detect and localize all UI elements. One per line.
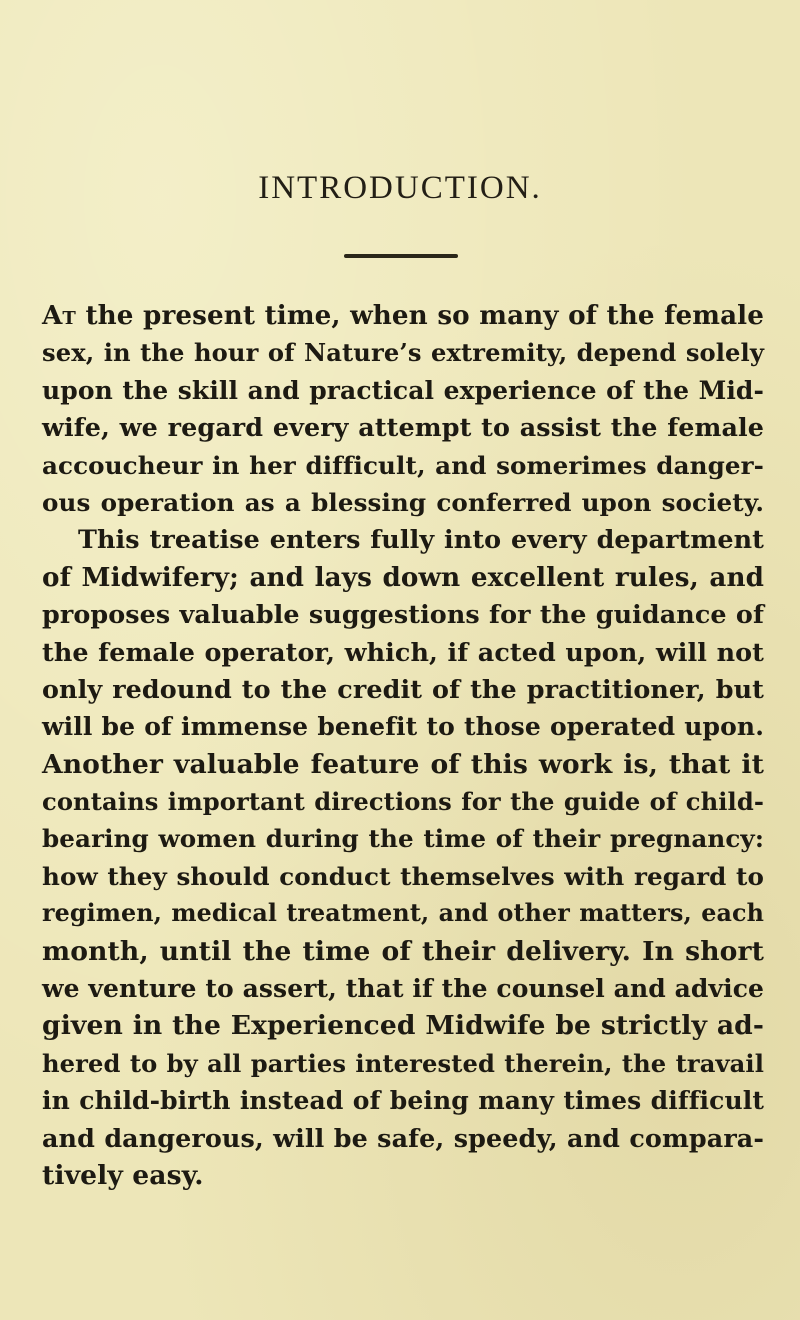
text-line: month, until the time of their delivery. In short <box>42 935 764 967</box>
text-line: the female operator, which, if acted upon, will not <box>42 636 764 667</box>
text-line: wife, we regard every attempt to assist the female <box>42 412 764 443</box>
text-line: tively easy. <box>42 1159 204 1191</box>
text-line: we venture to assert, that if the counsel and advice <box>42 974 765 1004</box>
text-line: only redound to the credit of the practitioner, but <box>42 673 764 704</box>
text-line: This treatise enters fully into every department <box>78 524 764 555</box>
text-line: proposes valuable suggestions for the guidance of <box>42 599 764 630</box>
text-line: accoucheur in her difficult, and somerimes danger- <box>42 450 764 480</box>
text-line: contains important directions for the guide of child- <box>42 787 764 817</box>
title-rule <box>344 254 458 258</box>
text-line: Another valuable feature of this work is, that it <box>42 748 764 780</box>
page-title: INTRODUCTION. <box>258 170 542 206</box>
text-line: regimen, medical treatment, and other matters, each <box>42 899 764 928</box>
text-line: hered to by all parties interested therein, the travail <box>42 1048 764 1078</box>
text-line: will be of immense benefit to those operated upon. <box>42 712 764 742</box>
text-line: ous operation as a blessing conferred upon society. <box>42 487 764 517</box>
text-line: of Midwifery; and lays down excellent rules, and <box>42 561 764 593</box>
text-line: sex, in the hour of Nature’s extremity, depend solely <box>42 338 764 368</box>
text-line: in child-birth instead of being many times difficult <box>42 1086 764 1116</box>
text-line: At the present time, when so many of the female <box>42 300 764 331</box>
text-line: how they should conduct themselves with regard to <box>42 861 764 891</box>
lead-word: At <box>42 300 76 331</box>
text-line: given in the Experienced Midwife be strictly ad- <box>42 1010 764 1042</box>
text-line: upon the skill and practical experience of the Mid- <box>42 375 764 405</box>
text-line: bearing women during the time of their pregnancy: <box>42 824 764 854</box>
text-line: and dangerous, will be safe, speedy, and compara- <box>42 1122 764 1153</box>
introduction-paragraph <box>42 297 764 1194</box>
